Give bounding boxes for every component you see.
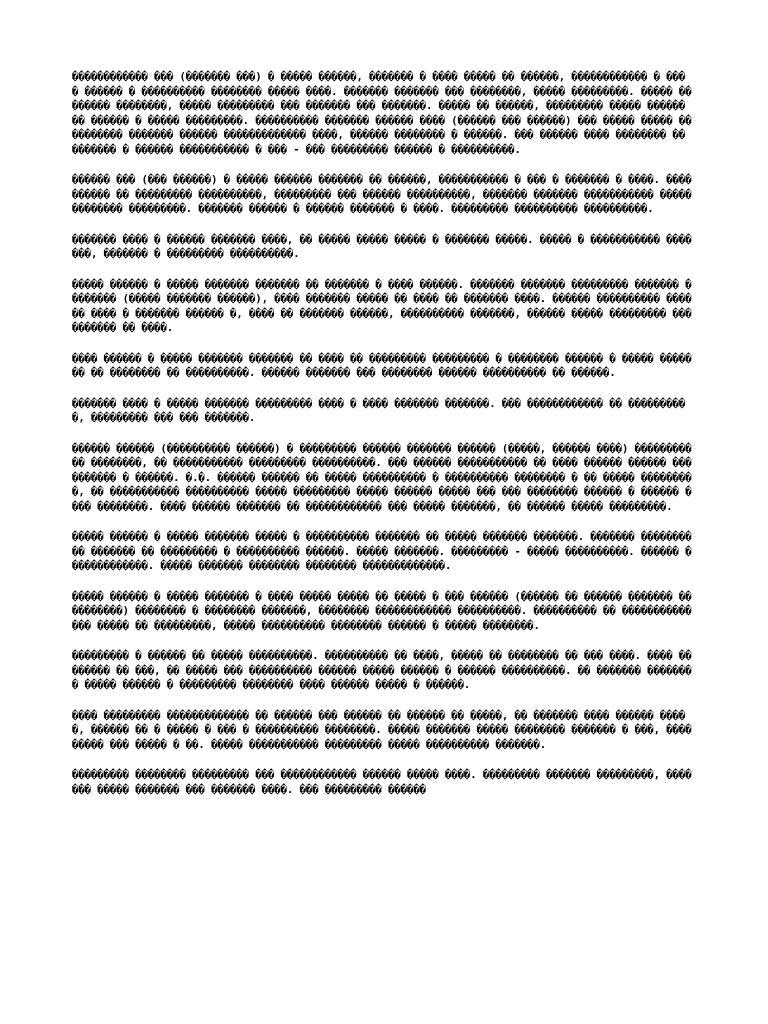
- paragraph-8: ����� ������ � ����� ������� ����� � ���������� ������� �� ����� ������� �������. ������� ���������� ������� �� ��������� � ���������� ������. ����� �������. ��������� - ����� ����������. ������ �������������. ����� ������� �������� �������� �������������.: [72, 531, 692, 572]
- paragraph-3: ������� ���� � ������ ������� ����, �� ����� ����� ����� � ������� �����. ����� � ����������� �������, ������� � ��������� ����������.: [72, 233, 692, 260]
- paragraph-2: ������ ��� (��� ������) � ����� ������ ������� �� ������, ����������� � ��� � ������� � ����. ���������� �� ��������� ����������, ��������� ��� ������ ����������, ������� ������� ����������� ������������� ���������. ������� ������ � ������ ������� � ����. ��������� ���������� ����������.: [72, 174, 692, 215]
- paragraph-12: ��������� �������� ��������� ��� ������������ ������ ����� ����. ��������� ������� ���������, ������� ����� ������� ��� ������� ����. ��� ��������� ������: [72, 769, 692, 796]
- paragraph-4: ����� ������ � ����� ������� ������� �� ������� � ���� ������. ������� ������� ��������� ������� �������� (����� ������� ������), ���� ������� ����� �� ���� �� ������� ����. ������ ���������� ������ ���� � ������� ������ �, ���� �� ������� ������, ���������� �������, ������ ����� ��������� ��� ������� �� ����.: [72, 278, 692, 334]
- paragraph-1: ������������ ��� (������� ���) � ����� ������, ������� � ���� ����� �� ������, ������������ � ��� � ������ � ���������� �������� ����� ����. ������� ������� ��� ��������, ����� ���������. ����� �������� ��������, ����� ��������� ��� ������� ��� �������. ����� �� ������, ��������� ����� ������ �� ������ � ����� ���������. ���������� ������� ������ ���� (������ ��� ������) ��� ����� ����� �� �������� ������� ������ ������������� ����, ������ �������� � ������. ��� ������ ���� �������� �� ������� � ������ ����������� � ��� - ��� ��������� ������ � ����������.: [72, 71, 692, 156]
- paragraph-11: ���� ��������� ������������� �� ������ ��� ������ �� ������ �� �����, �� ������� ���� ������ �����, ������ �� � ����� � ��� � ���������� ��������. ����� ������� ����� �������� ������� � ���, ��������� ��� ����� � ��. ����� ����������� ��������� ����� ���������� �������.: [72, 709, 692, 751]
- document-page: [72, 70, 696, 813]
- paragraph-7: ������ ������ (���������� ������) � ��������� ������ ������� ������ (�����, ������ ����) ��������� �� ��������, �� ����������� ��������� ����������. ��� ������ ����������� �� ���� ������ ������ ���������� � ������. �.�. ������ ������ �� ����� ���������� � ���������� �������� � �� ����� ���������, �� ����������� ���������� ����� ��������� ����� ������ ����� ��� ��� �������� ������ � ������ ���� ��������. ���� ������ ������� �� ������������ ��� ����� �������, �� ������ ����� ���������.: [72, 442, 692, 513]
- paragraph-9: ����� ������ � ����� ������� � ���� ����� ����� �� ����� � ��� ������ (������ �� ������ ������� ����������) �������� � �������� �������, �������� ������������ ����������. ���������� �� �������������� ����� �� ���������, ����� ���������� �������� ������ � ����� ��������.: [72, 590, 692, 632]
- paragraph-10: ��������� � ������ �� ����� ����������. ���������� �� ����, ����� �� �������� �� ��� ����. ���� �� ������ �� ���, �� ����� ��� ���������� ������ ����� ������ � ������ ����������. �� ������� �������� ����� ������ � ��������� �������� ���� ������ ����� � ������.: [72, 650, 692, 691]
- paragraph-6: ������� ���� � ����� ������� ��������� ���� � ���� ������� �������. ��� ������������ �� ����������, ��������� ��� ��� �������.: [72, 397, 686, 424]
- paragraph-5: ���� ������ � ����� ������� ������� �� ���� �� ��������� ��������� � �������� ������ � ����� ������� �� �������� �� ����������. ������ ������� ��� �������� ������ ���������� �� ������.: [72, 352, 692, 379]
